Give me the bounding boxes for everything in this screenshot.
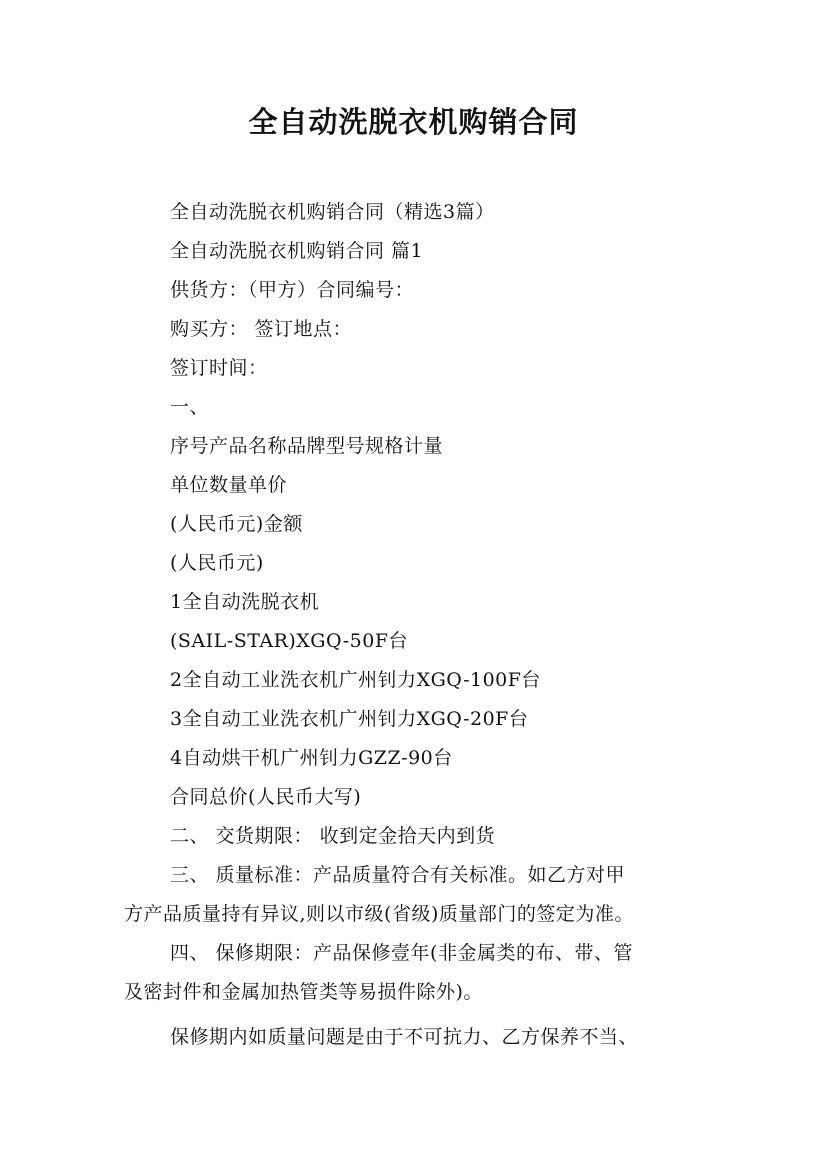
clause-one-heading: 一、 xyxy=(170,396,210,418)
clause-warranty-cont: 及密封件和金属加热管类等易损件除外)。 xyxy=(124,981,483,1003)
clause-quality: 三、 质量标准：产品质量符合有关标准。如乙方对甲 xyxy=(170,864,626,886)
buyer-line: 购买方： 签订地点： xyxy=(170,318,353,340)
clause-warranty: 四、 保修期限：产品保修壹年(非金属类的布、带、管 xyxy=(170,942,633,964)
sign-date-line: 签订时间： xyxy=(170,357,268,379)
table-header-line: 序号产品名称品牌型号规格计量 xyxy=(170,435,444,457)
product-row: 2全自动工业洗衣机广州钊力XGQ-100F台 xyxy=(170,669,541,691)
total-price-line: 合同总价(人民币大写) xyxy=(170,786,362,808)
product-row: 4自动烘干机广州钊力GZZ-90台 xyxy=(170,747,453,769)
table-header-line: 单位数量单价 xyxy=(170,474,288,496)
subtitle-line: 全自动洗脱衣机购销合同（精选3篇） xyxy=(170,201,495,223)
supplier-line: 供货方：（甲方）合同编号： xyxy=(170,279,415,301)
table-header-line: (人民币元)金额 xyxy=(170,513,303,535)
product-row: 1全自动洗脱衣机 xyxy=(170,591,320,613)
product-row: 3全自动工业洗衣机广州钊力XGQ-20F台 xyxy=(170,708,529,730)
clause-quality-cont: 方产品质量持有异议,则以市级(省级)质量部门的签定为准。 xyxy=(124,903,634,925)
document-title: 全自动洗脱衣机购销合同 xyxy=(248,105,579,139)
document-body xyxy=(0,193,827,1057)
paragraph-line: 保修期内如质量问题是由于不可抗力、乙方保养不当、 xyxy=(170,1026,639,1048)
clause-delivery: 二、 交货期限： 收到定金拾天内到货 xyxy=(170,825,496,847)
product-row: (SAIL-STAR)XGQ-50F台 xyxy=(170,630,409,652)
section-heading: 全自动洗脱衣机购销合同 篇1 xyxy=(170,240,424,262)
table-header-line: (人民币元) xyxy=(170,552,264,574)
